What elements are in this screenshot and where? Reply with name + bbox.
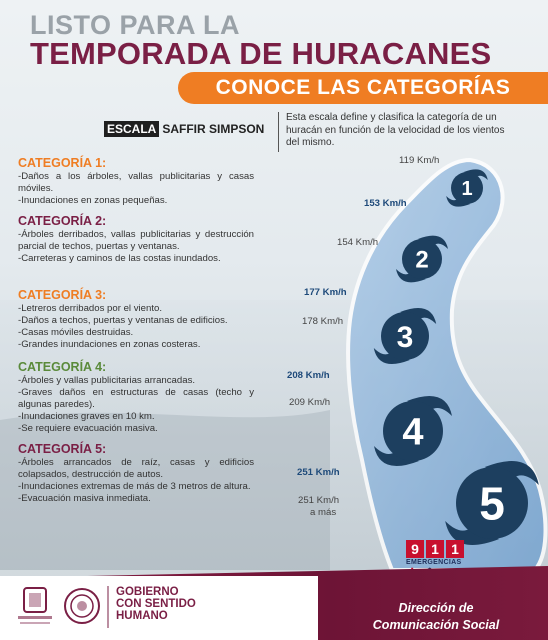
speed-cat5-min: 251 Km/h: [298, 495, 340, 506]
category-5-line: -Evacuación masiva inmediata.: [18, 493, 151, 504]
category-1-line: -Daños a los árboles, vallas publicitarias y casas móviles.: [18, 171, 254, 194]
category-5-title: CATEGORÍA 5:: [18, 442, 107, 456]
hurricane-category-number: 4: [402, 411, 424, 454]
scale-label-name: SAFFIR SIMPSON: [162, 122, 265, 136]
speed-cat4-max: 251 Km/h: [297, 467, 340, 478]
category-3-line: -Daños a techos, puertas y ventanas de edificios.: [18, 315, 228, 326]
category-2-line: -Árboles derribados, vallas publicitarias y destrucción parcial de techos, puertas y ventanas.: [18, 229, 254, 252]
hurricane-category-badge: [446, 169, 488, 206]
category-3-line: -Letreros derribados por el viento.: [18, 303, 162, 314]
hurricane-category-number: 1: [461, 178, 473, 201]
category-5-line: -Árboles arrancados de raíz, casas y edificios colapsados, destrucción de autos.: [18, 457, 254, 480]
speed-cat2-max: 177 Km/h: [304, 287, 347, 298]
department-line: Comunicación Social: [372, 618, 500, 632]
emergency-digit: 9: [406, 540, 424, 558]
emergency-digit: 1: [446, 540, 464, 558]
category-3-line: -Grandes inundaciones en zonas costeras.: [18, 339, 201, 350]
category-4-title: CATEGORÍA 4:: [18, 360, 107, 374]
category-4-line: -Se requiere evacuación masiva.: [18, 423, 158, 434]
city-crest-icon: [65, 589, 99, 623]
speed-cat5-suffix: a más: [310, 507, 337, 518]
category-4-line: -Graves daños en estructuras de casas (techo y algunas paredes).: [18, 387, 254, 410]
category-5-line: -Inundaciones extremas de más de 3 metros de altura.: [18, 481, 251, 492]
government-slogan-line: CON SENTIDO: [116, 598, 196, 610]
municipal-seal-icon: [18, 588, 52, 624]
government-slogan-line: HUMANO: [116, 610, 168, 622]
category-3-line: -Casas móviles destruidas.: [18, 327, 134, 338]
title-line-2: TEMPORADA DE HURACANES: [30, 36, 492, 71]
department-name: [326, 600, 546, 634]
government-slogan: [116, 586, 236, 622]
category-4-line: -Árboles y vallas publicitarias arrancadas.: [18, 375, 196, 386]
hurricane-category-badge: [374, 308, 436, 364]
hurricane-category-badge: [396, 236, 448, 283]
hurricane-category-badge: [374, 396, 452, 466]
category-4-line: -Inundaciones graves en 10 km.: [18, 411, 155, 422]
government-slogan-line: GOBIERNO: [116, 586, 179, 598]
speed-cat3-max: 208 Km/h: [287, 370, 330, 381]
department-line: Dirección de: [398, 601, 474, 615]
emergency-digit: 1: [426, 540, 444, 558]
category-1-title: CATEGORÍA 1:: [18, 156, 107, 170]
hurricane-category-number: 2: [415, 246, 429, 274]
speed-cat2-min: 154 Km/h: [337, 237, 379, 248]
hurricane-category-number: 3: [396, 320, 414, 354]
scale-label-escala: ESCALA: [104, 121, 159, 137]
speed-cat3-min: 178 Km/h: [302, 316, 344, 327]
speed-cat1-max: 153 Km/h: [364, 198, 407, 209]
subtitle-text: CONOCE LAS CATEGORÍAS: [215, 76, 511, 99]
emergency-label: EMERGENCIAS: [406, 559, 462, 566]
hurricane-category-number: 5: [479, 477, 505, 530]
category-1-line: -Inundaciones en zonas pequeñas.: [18, 195, 168, 206]
speed-cat4-min: 209 Km/h: [289, 397, 331, 408]
scale-description: Esta escala define y clasifica la categoría de un huracán en función de la velocidad de los vientos del mismo.: [286, 112, 505, 148]
hurricane-category-badge: [445, 461, 539, 545]
category-2-line: -Carreteras y caminos de las costas inundados.: [18, 253, 221, 264]
category-2-title: CATEGORÍA 2:: [18, 214, 107, 228]
title-line-1: LISTO PARA LA: [30, 10, 241, 40]
category-3-title: CATEGORÍA 3:: [18, 288, 107, 302]
speed-cat1-min: 119 Km/h: [399, 155, 440, 166]
